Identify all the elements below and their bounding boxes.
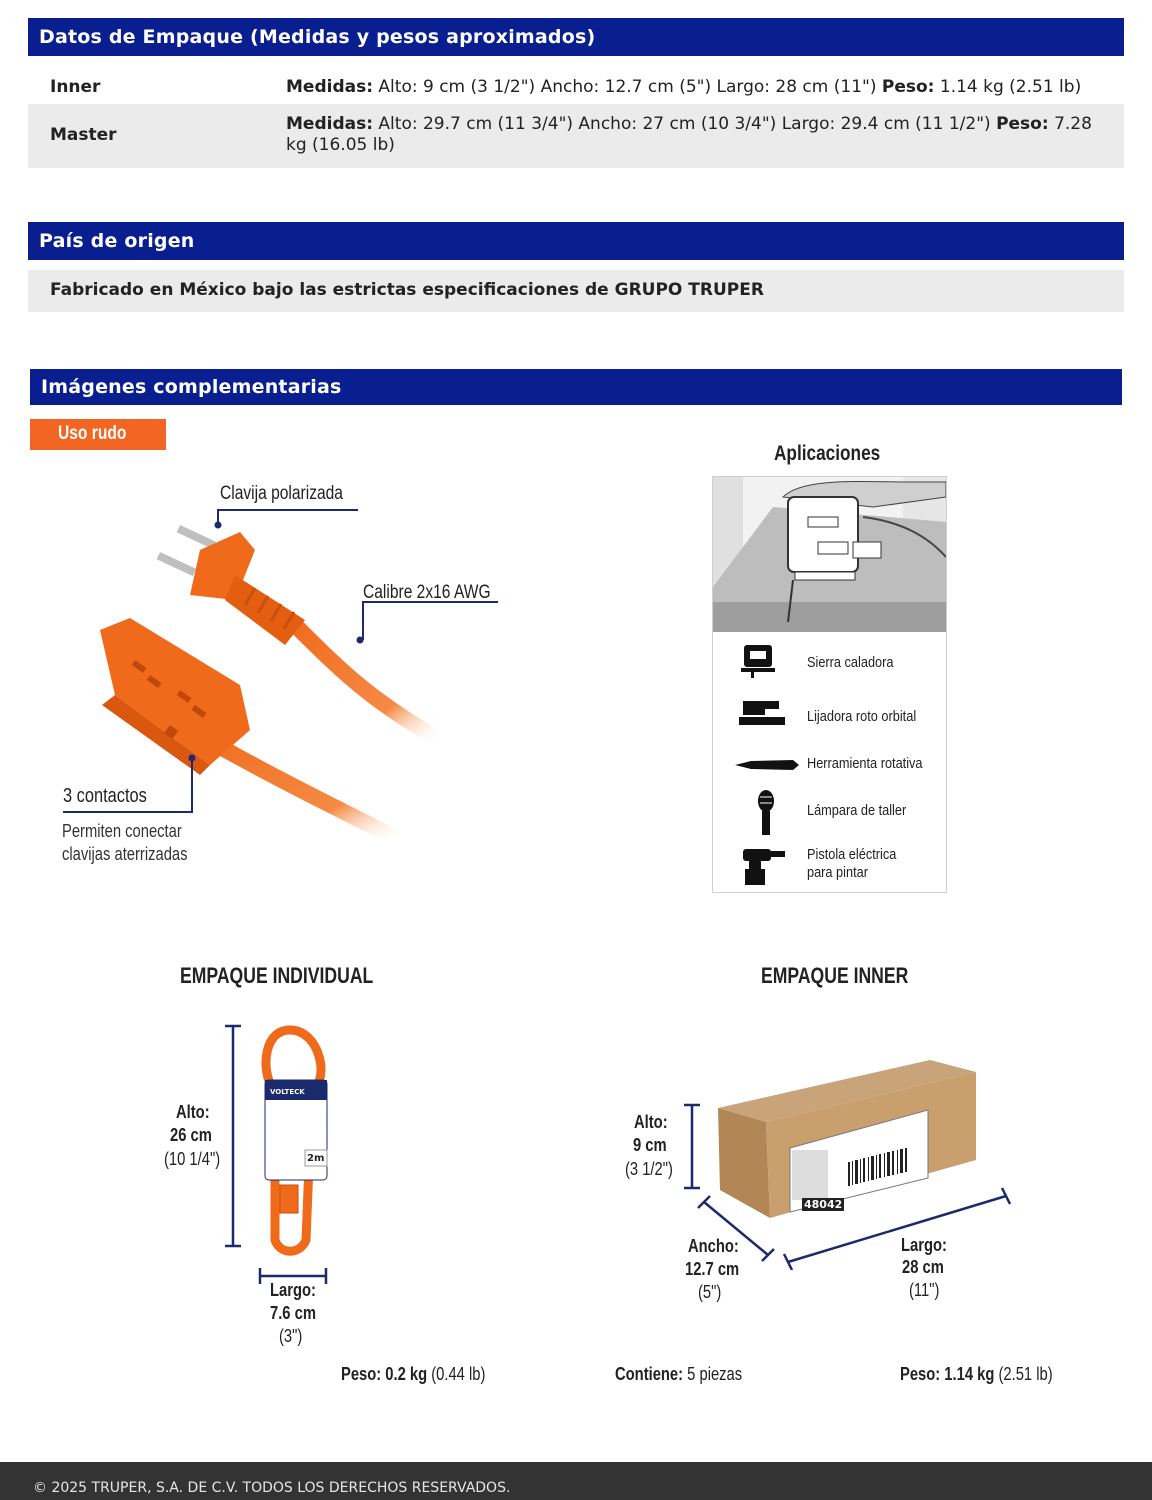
callout-contacts-desc-1: Permiten conectar	[62, 821, 182, 841]
individual-alto-value: 26 cm	[170, 1125, 212, 1145]
applications-title: Aplicaciones	[774, 442, 881, 465]
inner-pack-title: EMPAQUE INNER	[761, 963, 909, 988]
callout-plug: Clavija polarizada	[220, 483, 343, 504]
row-label: Master	[50, 125, 117, 145]
volteck-logo-text: VOLTECK	[270, 1088, 305, 1096]
inner-contains: Contiene: 5 piezas	[615, 1364, 743, 1384]
individual-weight: Peso: 0.2 kg (0.44 lb)	[341, 1364, 486, 1384]
rotary-tool-icon	[733, 757, 803, 773]
jigsaw-scene-illustration	[713, 477, 946, 632]
individual-largo-in: (3")	[279, 1326, 303, 1346]
individual-largo-label: Largo:	[270, 1280, 316, 1300]
app-item-work-lamp: Lámpara de taller	[807, 802, 907, 819]
box-code: 48042	[804, 1198, 843, 1211]
callout-contacts: 3 contactos	[63, 785, 147, 807]
origin-row	[28, 270, 1124, 312]
individual-pack-title: EMPAQUE INDIVIDUAL	[180, 963, 374, 988]
length-tag: 2m	[307, 1153, 325, 1164]
callout-contacts-desc-2: clavijas aterrizadas	[62, 844, 188, 864]
inner-largo-value: 28 cm	[902, 1257, 944, 1277]
individual-alto-label: Alto:	[176, 1102, 210, 1122]
inner-ancho-label: Ancho:	[688, 1236, 739, 1256]
jigsaw-icon	[741, 643, 781, 679]
individual-largo-value: 7.6 cm	[270, 1303, 316, 1323]
callout-gauge: Calibre 2x16 AWG	[363, 582, 491, 603]
footer-copyright: © 2025 TRUPER, S.A. DE C.V. TODOS LOS DERECHOS RESERVADOS.	[0, 1462, 1152, 1500]
app-item-rotary-tool: Herramienta rotativa	[807, 755, 923, 772]
orbital-sander-icon	[739, 697, 789, 729]
inner-ancho-in: (5")	[698, 1282, 722, 1302]
individual-alto-in: (10 1/4")	[164, 1149, 221, 1169]
inner-ancho-value: 12.7 cm	[685, 1259, 740, 1279]
inner-largo-label: Largo:	[901, 1235, 947, 1255]
packaging-row-master	[28, 104, 1124, 168]
row-value: Medidas: Alto: 29.7 cm (11 3/4") Ancho: 27 cm (10 3/4") Largo: 29.4 cm (11 1/2") Peso: 7.28 kg (16.05 lb)	[286, 114, 1092, 155]
inner-weight: Peso: 1.14 kg (2.51 lb)	[900, 1364, 1053, 1384]
packaging-row-inner	[28, 66, 1124, 104]
inner-alto-in: (3 1/2")	[625, 1159, 673, 1179]
origin-text: Fabricado en México bajo las estrictas especificaciones de GRUPO TRUPER	[50, 280, 764, 300]
work-lamp-icon	[757, 789, 775, 837]
app-item-jigsaw: Sierra caladora	[807, 654, 894, 671]
app-item-orbital-sander: Lijadora roto orbital	[807, 708, 917, 725]
uso-rudo-badge: Uso rudo	[30, 419, 166, 450]
app-item-paint-sprayer-2: para pintar	[807, 864, 868, 881]
applications-panel	[712, 476, 947, 893]
inner-alto-value: 9 cm	[633, 1135, 667, 1155]
origin-section-title: País de origen	[28, 222, 1124, 260]
row-label: Inner	[50, 77, 101, 97]
inner-largo-in: (11")	[909, 1280, 940, 1300]
app-item-paint-sprayer-1: Pistola eléctrica	[807, 846, 897, 863]
packaging-section-title: Datos de Empaque (Medidas y pesos aproximados)	[28, 18, 1124, 56]
row-value: Medidas: Alto: 9 cm (3 1/2") Ancho: 12.7 cm (5") Largo: 28 cm (11") Peso: 1.14 kg (2.51 lb)	[286, 77, 1082, 97]
paint-sprayer-icon	[741, 845, 789, 887]
images-section-title: Imágenes complementarias	[30, 369, 1122, 405]
inner-alto-label: Alto:	[634, 1112, 668, 1132]
